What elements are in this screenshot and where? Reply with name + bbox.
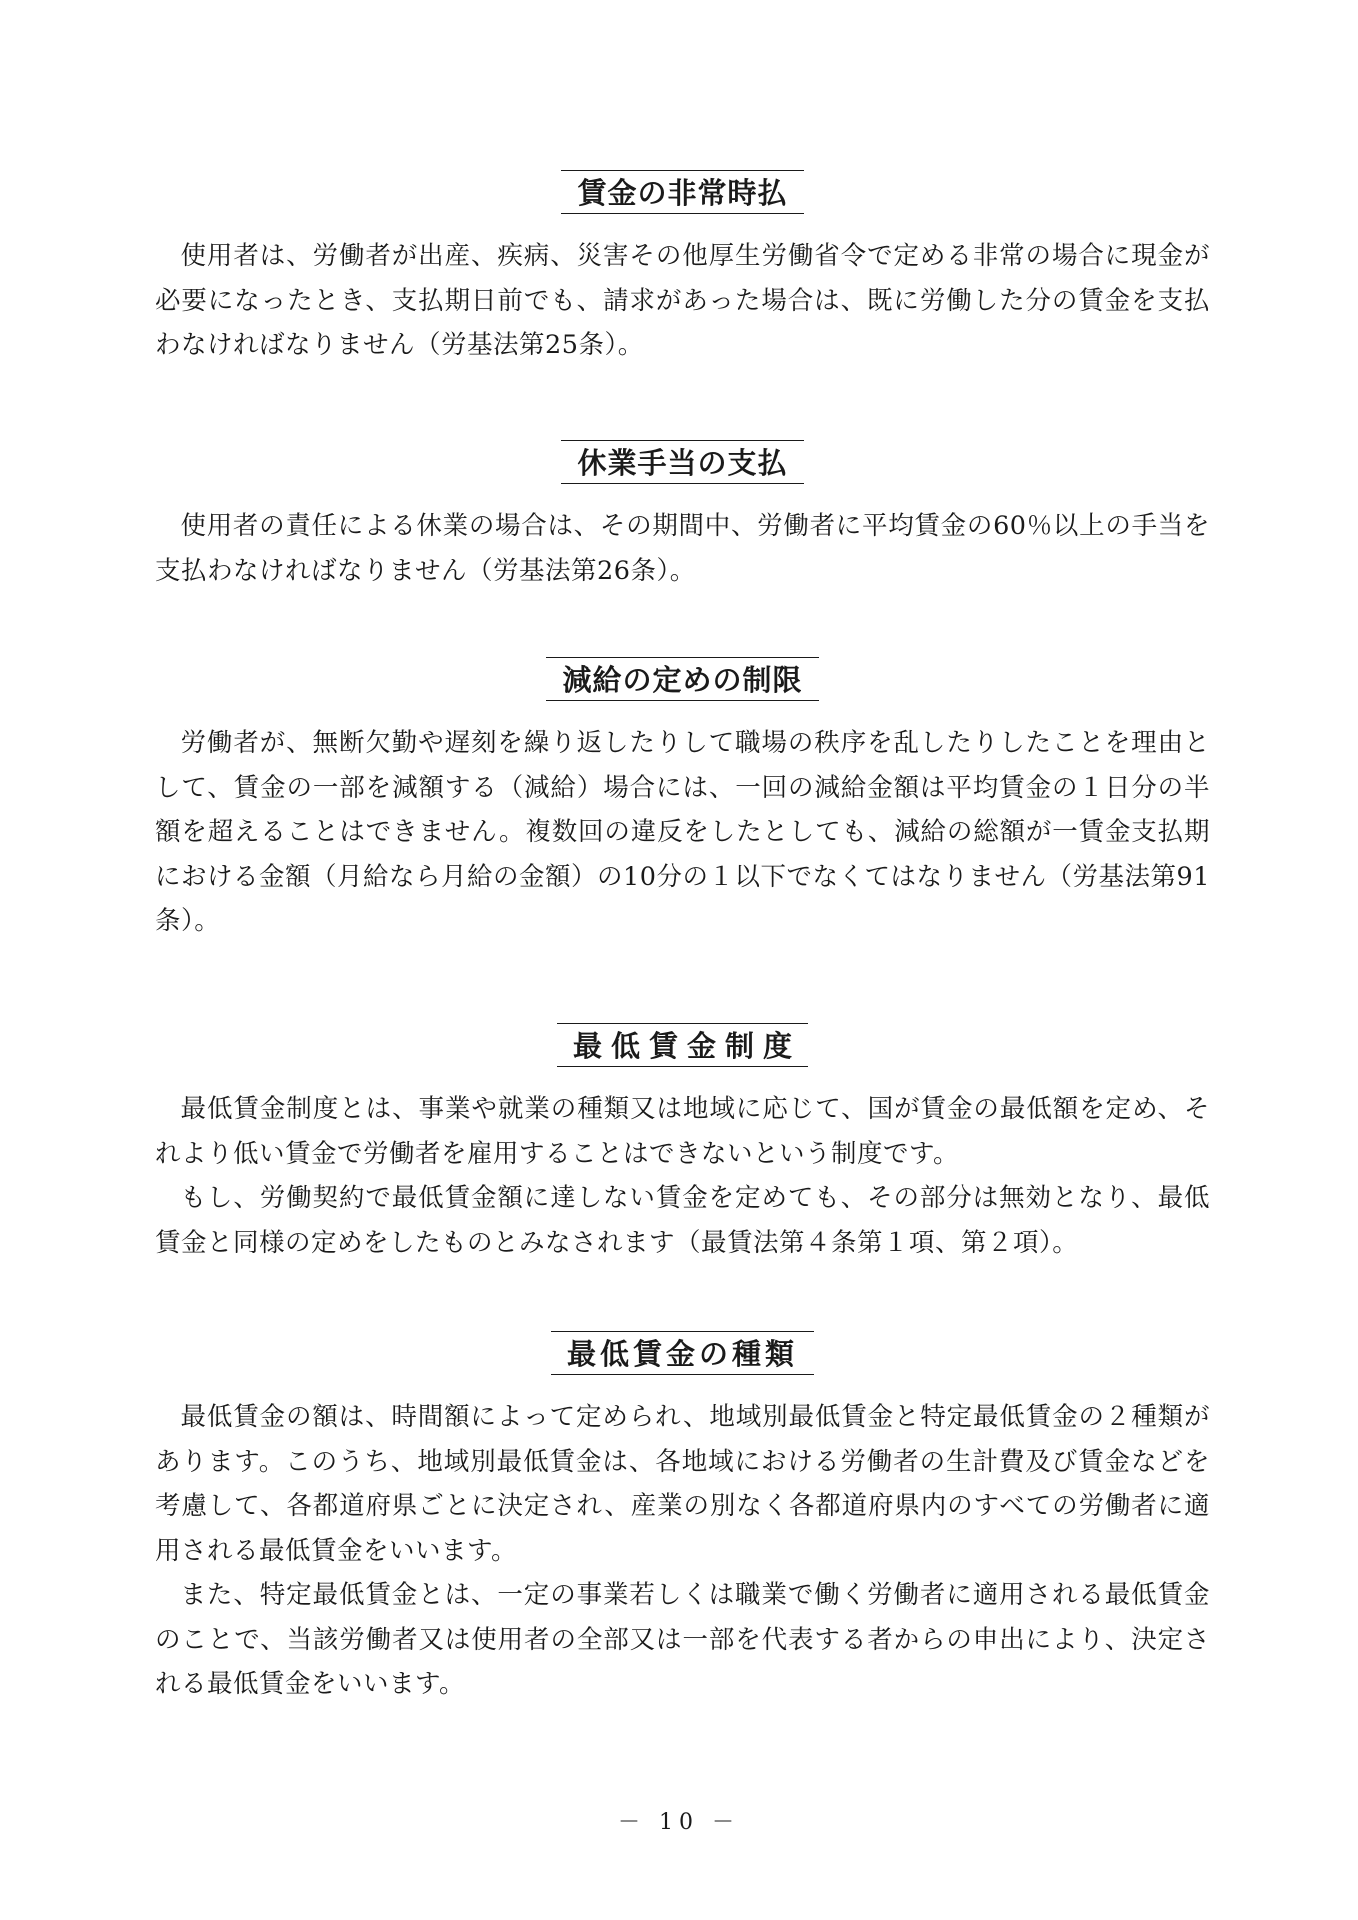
section-paragraph: また、特定最低賃金とは、一定の事業若しくは職業で働く労働者に適用される最低賃金のことで、当該労働者又は使用者の全部又は一部を代表する者からの申出により、決定される最低賃金をいいます。 xyxy=(155,1580,1210,1699)
page-number: － 10 － xyxy=(618,1810,740,1835)
section-minimum-wage-system xyxy=(155,1023,1210,1265)
section-heading: 減給の定めの制限 xyxy=(546,657,818,701)
section-leave-allowance xyxy=(155,440,1210,593)
section-heading: 最低賃金制度 xyxy=(557,1023,808,1067)
section-heading: 休業手当の支払 xyxy=(561,440,803,484)
section-pay-reduction-limits xyxy=(155,657,1210,944)
section-emergency-payment xyxy=(155,170,1210,368)
section-paragraph: もし、労働契約で最低賃金額に達しない賃金を定めても、その部分は無効となり、最低賃金と同様の定めをしたものとみなされます（最賃法第４条第１項、第２項）。 xyxy=(155,1183,1210,1258)
section-paragraph: 最低賃金制度とは、事業や就業の種類又は地域に応じて、国が賃金の最低額を定め、それより低い賃金で労働者を雇用することはできないという制度です。 xyxy=(155,1094,1210,1169)
section-heading: 賃金の非常時払 xyxy=(561,170,803,214)
section-paragraph: 労働者が、無断欠勤や遅刻を繰り返したりして職場の秩序を乱したりしたことを理由として、賃金の一部を減額する（減給）場合には、一回の減給金額は平均賃金の１日分の半額を超えることはできません。複数回の違反をしたとしても、減給の総額が一賃金支払期における金額（月給なら月給の金額）の10分の１以下でなくてはなりません（労基法第91条）。 xyxy=(155,728,1210,936)
section-paragraph: 使用者は、労働者が出産、疾病、災害その他厚生労働省令で定める非常の場合に現金が必要になったとき、支払期日前でも、請求があった場合は、既に労働した分の賃金を支払わなければなりません（労基法第25条）。 xyxy=(155,241,1210,360)
section-heading: 最低賃金の種類 xyxy=(551,1331,814,1375)
section-minimum-wage-types xyxy=(155,1331,1210,1707)
section-paragraph: 使用者の責任による休業の場合は、その期間中、労働者に平均賃金の60％以上の手当を支払わなければなりません（労基法第26条）。 xyxy=(155,511,1210,586)
section-paragraph: 最低賃金の額は、時間額によって定められ、地域別最低賃金と特定最低賃金の２種類があります。このうち、地域別最低賃金は、各地域における労働者の生計費及び賃金などを考慮して、各都道府県ごとに決定され、産業の別なく各都道府県内のすべての労働者に適用される最低賃金をいいます。 xyxy=(155,1402,1210,1566)
